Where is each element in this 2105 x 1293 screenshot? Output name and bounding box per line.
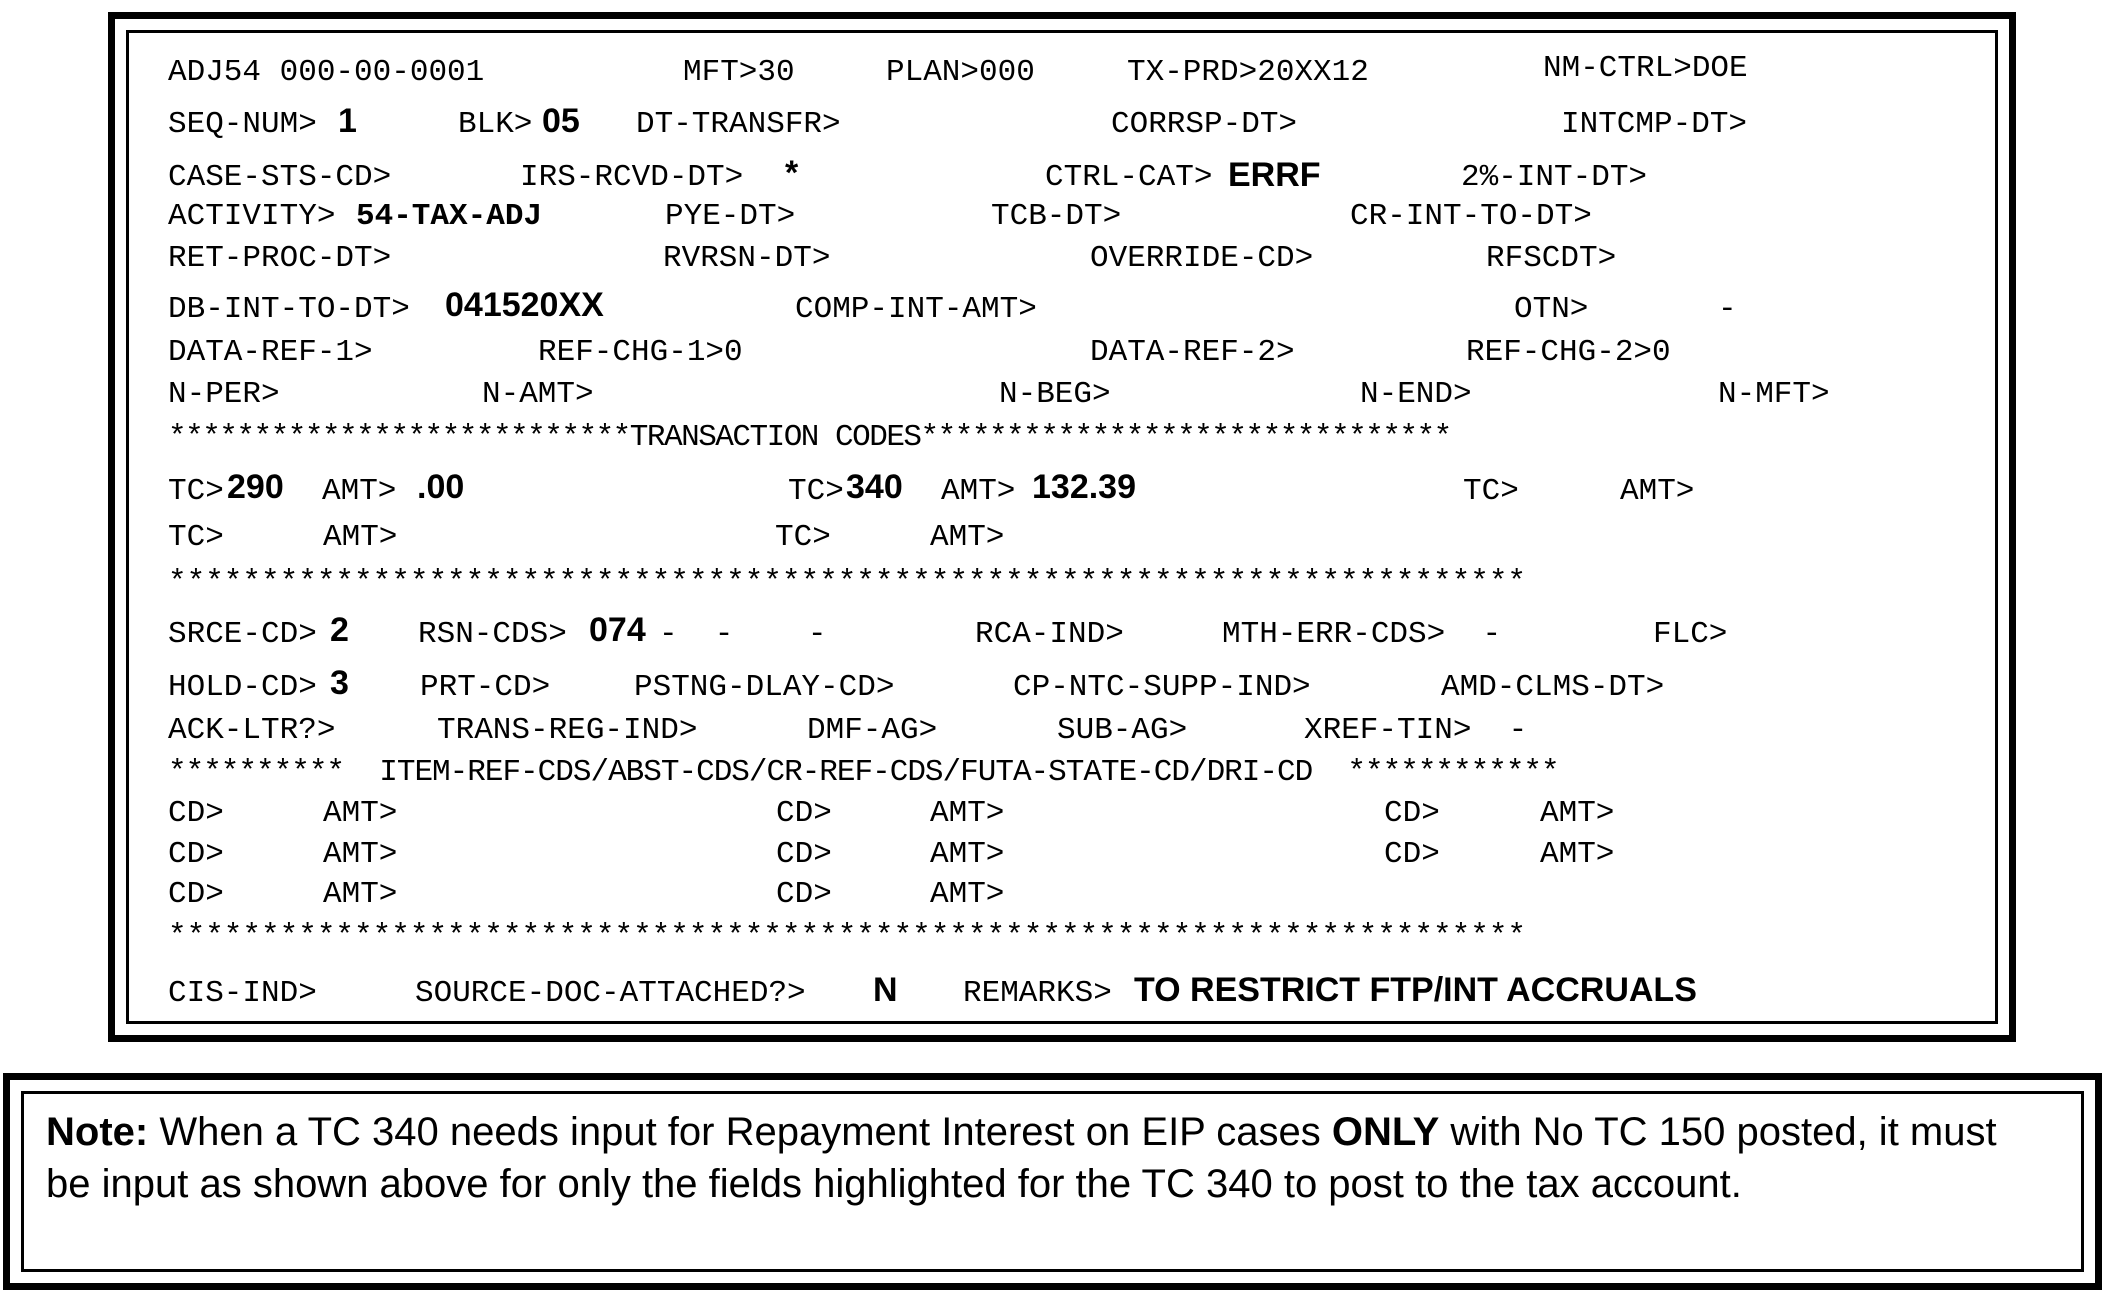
- data-ref-1-field[interactable]: DATA-REF-1>: [168, 335, 373, 370]
- rvrsn-dt-field[interactable]: RVRSN-DT>: [663, 241, 831, 276]
- cd-1-label[interactable]: CD>: [168, 796, 224, 831]
- n-end-field[interactable]: N-END>: [1360, 377, 1472, 412]
- cr-int-to-dt-field[interactable]: CR-INT-TO-DT>: [1350, 199, 1592, 234]
- cd-6-label[interactable]: CD>: [1384, 837, 1440, 872]
- note-text: [46, 1106, 2026, 1210]
- source-doc-attached-value[interactable]: N: [873, 971, 898, 1009]
- cd-5-label[interactable]: CD>: [776, 837, 832, 872]
- tc-1-value[interactable]: 290: [227, 468, 284, 506]
- note-text-part-1: When a TC 340 needs input for Repayment Interest on EIP cases: [148, 1110, 1332, 1154]
- rfscdt-field[interactable]: RFSCDT>: [1486, 241, 1617, 276]
- blk-value[interactable]: 05: [542, 102, 580, 140]
- tcb-dt-field[interactable]: TCB-DT>: [991, 199, 1122, 234]
- srce-cd-label: SRCE-CD>: [168, 617, 317, 652]
- amt-4-label[interactable]: AMT>: [323, 520, 398, 555]
- dt-transfr-field[interactable]: DT-TRANSFR>: [636, 107, 841, 142]
- activity-value[interactable]: 54-TAX-ADJ: [356, 199, 543, 234]
- note-label: Note:: [46, 1110, 149, 1154]
- xref-tin-field[interactable]: XREF-TIN> -: [1304, 713, 1528, 748]
- blk-label: BLK>: [458, 107, 533, 142]
- remarks-label: REMARKS>: [963, 976, 1112, 1011]
- tc-2-label: TC>: [788, 474, 844, 509]
- cd-4-label[interactable]: CD>: [168, 837, 224, 872]
- amd-clms-dt-field[interactable]: AMD-CLMS-DT>: [1441, 670, 1665, 705]
- mth-err-cds-field[interactable]: MTH-ERR-CDS> -: [1222, 617, 1502, 652]
- amt-3-label[interactable]: AMT>: [1620, 474, 1695, 509]
- mft-field[interactable]: MFT>30: [683, 55, 795, 90]
- otn-field[interactable]: OTN>: [1514, 292, 1589, 327]
- ack-ltr-field[interactable]: ACK-LTR?>: [168, 713, 336, 748]
- activity-label: ACTIVITY>: [168, 199, 336, 234]
- db-int-to-dt-value[interactable]: 041520XX: [445, 286, 604, 324]
- amt-1-label: AMT>: [322, 474, 397, 509]
- intcmp-dt-field[interactable]: INTCMP-DT>: [1561, 107, 1748, 142]
- case-sts-cd-field[interactable]: CASE-STS-CD>: [168, 160, 392, 195]
- amt-2-value[interactable]: 132.39: [1032, 468, 1136, 506]
- note-emphasis: ONLY: [1331, 1110, 1440, 1154]
- tc-1-label: TC>: [168, 474, 224, 509]
- hold-cd-label: HOLD-CD>: [168, 670, 317, 705]
- override-cd-field[interactable]: OVERRIDE-CD>: [1090, 241, 1314, 276]
- separator-1-text: *************************************************************************: [168, 565, 1527, 600]
- tx-prd-field[interactable]: TX-PRD>20XX12: [1127, 55, 1369, 90]
- remarks-value[interactable]: TO RESTRICT FTP/INT ACCRUALS: [1134, 971, 1697, 1009]
- nm-ctrl-field[interactable]: NM-CTRL>DOE: [1543, 51, 1748, 86]
- corrsp-dt-field[interactable]: CORRSP-DT>: [1111, 107, 1298, 142]
- separator-item-ref-text: ********** ITEM-REF-CDS/ABST-CDS/CR-REF-CDS/FUTA-STATE-CD/DRI-CD ************: [168, 755, 1559, 790]
- prt-cd-field[interactable]: PRT-CD>: [420, 670, 551, 705]
- data-ref-2-field[interactable]: DATA-REF-2>: [1090, 335, 1295, 370]
- irs-rcvd-dt-label: IRS-RCVD-DT>: [520, 160, 744, 195]
- cd-2-label[interactable]: CD>: [776, 796, 832, 831]
- otn-dash: -: [1718, 292, 1737, 327]
- pye-dt-field[interactable]: PYE-DT>: [665, 199, 796, 234]
- cd-4-amt-label[interactable]: AMT>: [323, 837, 398, 872]
- note-text-part-2: with No TC 150 posted, it must be input as shown above for only the fields highlighted for the TC 340 to post to the tax account.: [46, 1110, 1997, 1206]
- rsn-cds-label: RSN-CDS>: [418, 617, 567, 652]
- cd-6-amt-label[interactable]: AMT>: [1540, 837, 1615, 872]
- cd-3-amt-label[interactable]: AMT>: [1540, 796, 1615, 831]
- sub-ag-field[interactable]: SUB-AG>: [1057, 713, 1188, 748]
- db-int-to-dt-label: DB-INT-TO-DT>: [168, 292, 410, 327]
- rca-ind-field[interactable]: RCA-IND>: [975, 617, 1124, 652]
- n-beg-field[interactable]: N-BEG>: [999, 377, 1111, 412]
- rsn-cds-value[interactable]: 074: [589, 611, 646, 649]
- tc-3-label[interactable]: TC>: [1463, 474, 1519, 509]
- ref-chg-2-field[interactable]: REF-CHG-2>0: [1466, 335, 1671, 370]
- cd-8-label[interactable]: CD>: [776, 877, 832, 912]
- ret-proc-dt-field[interactable]: RET-PROC-DT>: [168, 241, 392, 276]
- ref-chg-1-field[interactable]: REF-CHG-1>0: [538, 335, 743, 370]
- int2-dt-field[interactable]: 2%-INT-DT>: [1461, 160, 1648, 195]
- cd-7-amt-label[interactable]: AMT>: [323, 877, 398, 912]
- terminal-screen-frame: [108, 12, 2016, 1042]
- n-amt-field[interactable]: N-AMT>: [482, 377, 594, 412]
- pstng-dlay-cd-field[interactable]: PSTNG-DLAY-CD>: [634, 670, 895, 705]
- separator-2-text: *************************************************************************: [168, 919, 1527, 954]
- srce-cd-value[interactable]: 2: [330, 611, 349, 649]
- amt-5-label[interactable]: AMT>: [930, 520, 1005, 555]
- seq-num-label: SEQ-NUM>: [168, 107, 317, 142]
- seq-num-value[interactable]: 1: [338, 102, 357, 140]
- irs-rcvd-dt-value[interactable]: *: [785, 154, 799, 192]
- cp-ntc-supp-ind-field[interactable]: CP-NTC-SUPP-IND>: [1013, 670, 1311, 705]
- tc-2-value[interactable]: 340: [846, 468, 903, 506]
- account-number: ADJ54 000-00-0001: [168, 55, 485, 90]
- dmf-ag-field[interactable]: DMF-AG>: [807, 713, 938, 748]
- source-doc-attached-label: SOURCE-DOC-ATTACHED?>: [415, 976, 806, 1011]
- cd-1-amt-label[interactable]: AMT>: [323, 796, 398, 831]
- hold-cd-value[interactable]: 3: [330, 664, 349, 702]
- ctrl-cat-value[interactable]: ERRF: [1228, 156, 1321, 194]
- comp-int-amt-field[interactable]: COMP-INT-AMT>: [795, 292, 1037, 327]
- n-mft-field[interactable]: N-MFT>: [1718, 377, 1830, 412]
- ctrl-cat-label: CTRL-CAT>: [1045, 160, 1213, 195]
- tc-4-label[interactable]: TC>: [168, 520, 224, 555]
- rsn-cds-rest[interactable]: - - -: [659, 617, 827, 652]
- cd-3-label[interactable]: CD>: [1384, 796, 1440, 831]
- cd-8-amt-label[interactable]: AMT>: [930, 877, 1005, 912]
- plan-field[interactable]: PLAN>000: [886, 55, 1035, 90]
- amt-2-label: AMT>: [941, 474, 1016, 509]
- cd-7-label[interactable]: CD>: [168, 877, 224, 912]
- note-box: [3, 1073, 2102, 1290]
- amt-1-value[interactable]: .00: [417, 468, 465, 506]
- flc-field[interactable]: FLC>: [1653, 617, 1728, 652]
- cis-ind-field[interactable]: CIS-IND>: [168, 976, 317, 1011]
- trans-reg-ind-field[interactable]: TRANS-REG-IND>: [437, 713, 698, 748]
- tc-5-label[interactable]: TC>: [775, 520, 831, 555]
- n-per-field[interactable]: N-PER>: [168, 377, 280, 412]
- cd-2-amt-label[interactable]: AMT>: [930, 796, 1005, 831]
- cd-5-amt-label[interactable]: AMT>: [930, 837, 1005, 872]
- separator-transaction-codes-text: ***************************TRANSACTION CODES*******************************: [168, 420, 1451, 455]
